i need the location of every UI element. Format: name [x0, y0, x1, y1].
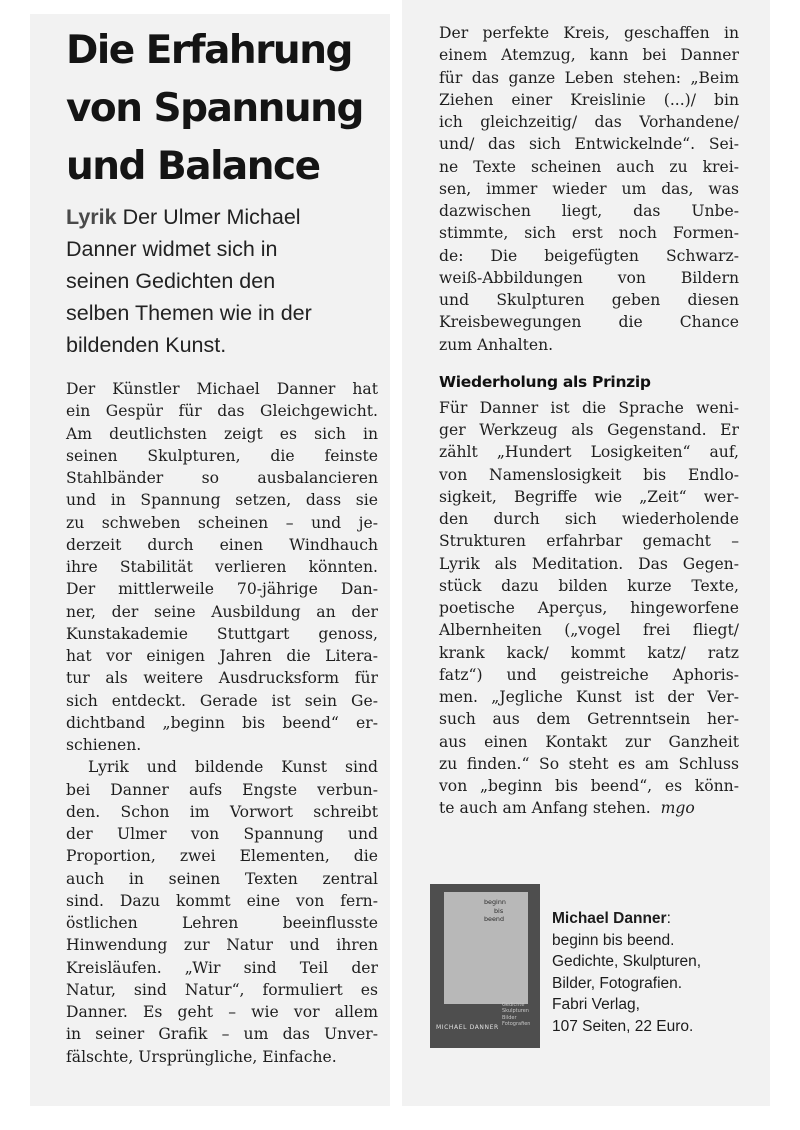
text-line: hat vor einigen Jahren die Litera- — [66, 647, 378, 665]
cover-title-line: beend — [484, 915, 505, 923]
book-cover-panel — [444, 892, 528, 1004]
text-line: derzeit durch einen Windhauch — [66, 535, 378, 554]
teaser — [66, 201, 384, 361]
text-line: seinen Skulpturen, die feinste — [66, 446, 378, 465]
text-line: fälschte, Ursprüngliche, Einfache. — [66, 1047, 337, 1066]
cover-subtitle-line: Fotografien — [502, 1021, 531, 1028]
headline — [66, 22, 386, 196]
text-line: poetische Aperçus, hingeworfene — [439, 599, 739, 617]
text-line-content: te auch am Anfang stehen. — [439, 799, 651, 818]
text-line: Lyrik und bildende Kunst sind — [88, 758, 378, 777]
text-line: ger Werkzeug als Gegenstand. Er — [439, 421, 739, 439]
text-line: Albernheiten („vogel frei fliegt/ — [439, 621, 739, 640]
text-line: ihre Stabilität verlieren könnten. — [66, 558, 378, 576]
text-line: Kreisläufen. „Wir sind Teil der — [66, 958, 378, 977]
text-line: de: Die beigefügten Schwarz- — [439, 246, 739, 265]
text-line: Der Künstler Michael Danner hat — [66, 380, 378, 398]
cover-subtitle-line: Bilder — [502, 1014, 517, 1021]
text-line: den durch sich wiederholende — [439, 510, 739, 528]
text-line: Kreisbewegungen die Chance — [439, 313, 739, 332]
text-line: tur als weitere Ausdrucksform für — [66, 669, 378, 688]
text-line: dichtband „beginn bis beend“ er- — [66, 713, 378, 732]
text-line: men. „Jegliche Kunst ist der Ver- — [439, 688, 739, 706]
book-author: Michael Danner — [552, 910, 667, 927]
text-line: Hinwendung zur Natur und ihren — [66, 936, 378, 955]
body-column-left — [66, 378, 378, 1068]
text-line: zu finden.“ So steht es am Schluss — [439, 754, 739, 773]
text-line: weiß-Abbildungen von Bildern — [439, 268, 739, 287]
cover-subtitle-line: Gedichte — [502, 1002, 525, 1008]
text-line: bei Danner aufs Engste verbun- — [66, 780, 378, 799]
text-line: und/ das sich Entwickelnde“. Sei- — [439, 135, 739, 154]
text-line: und in Spannung setzen, dass sie — [66, 491, 378, 510]
text-line: für das ganze Leben stehen: „Beim — [439, 68, 739, 87]
cover-subtitle-line: Skulpturen — [502, 1008, 529, 1015]
teaser-line — [66, 201, 384, 233]
text-line: den. Schon im Vorwort schreibt — [66, 802, 378, 821]
text-line: sind. Dazu kommt eine von fern- — [66, 891, 378, 910]
text-line: zählt „Hundert Losigkeiten“ auf, — [439, 443, 739, 462]
text-line: der Ulmer von Spannung und — [66, 825, 378, 843]
book-info-line: beginn bis beend. — [552, 931, 675, 949]
text-line: schienen. — [66, 736, 142, 754]
text-line: ein Gespür für das Gleichgewicht. — [66, 402, 378, 421]
text-line: Ziehen einer Kreislinie (...)/ bin — [439, 90, 739, 109]
text-line: und Skulpturen geben diesen — [439, 291, 739, 309]
headline-line: und Balance — [66, 144, 320, 189]
kicker: Lyrik — [66, 205, 117, 229]
text-line: östlichen Lehren beeinflusste — [66, 914, 378, 932]
text-line: sen, immer wieder um das, was — [439, 179, 739, 198]
teaser-line: Danner widmet sich in — [66, 237, 278, 261]
text-line: dazwischen liegt, das Unbe- — [439, 202, 739, 220]
text-line: sich entdeckt. Gerade ist sein Ge- — [66, 691, 378, 710]
text-line: in seiner Grafik – um das Unver- — [66, 1025, 378, 1044]
teaser-line: selben Themen wie in der — [66, 301, 312, 325]
text-line: Danner. Es geht – wie vor allem — [66, 1003, 378, 1021]
book-info-line: Fabri Verlag, — [552, 996, 640, 1013]
text-line: Kunstakademie Stuttgart genoss, — [66, 624, 378, 643]
text-line: von „beginn bis beend“, es könn- — [439, 777, 739, 795]
text-line: Der perfekte Kreis, geschaffen in — [439, 24, 739, 42]
book-author-line — [552, 908, 742, 930]
text-line: Für Danner ist die Sprache weni- — [439, 398, 739, 417]
text-line — [439, 797, 739, 819]
text-line: stimmte, sich erst noch Formen- — [439, 224, 739, 243]
book-info — [552, 908, 742, 1037]
cover-title-line: bis — [494, 906, 504, 915]
book-info-line: 107 Seiten, 22 Euro. — [552, 1017, 694, 1035]
book-cover-image — [430, 884, 540, 1048]
teaser-line: seinen Gedichten den — [66, 269, 276, 293]
subheading: Wiederholung als Prinzip — [439, 372, 651, 391]
text-line: Lyrik als Meditation. Das Gegen- — [439, 554, 739, 573]
text-line: von Namenslosigkeit bis Endlo- — [439, 465, 739, 484]
cover-title-line: beginn — [484, 898, 506, 906]
text-line: zu schweben scheinen – und je- — [66, 513, 378, 532]
text-line: zum Anhalten. — [439, 335, 554, 354]
teaser-text: Der Ulmer Michael — [116, 205, 301, 229]
book-info-line: Bilder, Fotografien. — [552, 974, 683, 992]
text-line: ne Texte scheinen auch zu krei- — [439, 157, 739, 176]
cover-title — [484, 898, 524, 924]
right-paragraph-top — [439, 22, 739, 356]
teaser-line: bildenden Kunst. — [66, 333, 227, 357]
cover-subtitle — [502, 1002, 536, 1028]
cover-author: MICHAEL DANNER — [436, 1024, 499, 1031]
text-line: Strukturen erfahrbar gemacht – — [439, 532, 739, 551]
text-line: Natur, sind Natur“, formuliert es — [66, 980, 378, 999]
text-line: krank kack/ kommt katz/ ratz — [439, 643, 739, 662]
text-line: sigkeit, Begriffe wie „Zeit“ wer- — [439, 487, 739, 506]
book-info-line: Gedichte, Skulpturen, — [552, 953, 702, 970]
text-line: stück dazu bilden kurze Texte, — [439, 576, 739, 595]
headline-line: von Spannung — [66, 86, 363, 131]
text-line: Proportion, zwei Elementen, die — [66, 847, 378, 866]
text-line: fatz“) und geistreiche Aphoris- — [439, 665, 739, 684]
book-author-suffix: : — [666, 910, 671, 927]
text-line: Am deutlichsten zeigt es sich in — [66, 424, 378, 443]
author-signature: mgo — [660, 799, 695, 818]
text-line: aus einen Kontakt zur Ganzheit — [439, 732, 739, 751]
body-column-right — [439, 22, 739, 820]
text-line: ner, der seine Ausbildung an der — [66, 602, 378, 621]
text-line: Stahlbänder so ausbalancieren — [66, 469, 378, 487]
text-line: auch in seinen Texten zentral — [66, 869, 378, 888]
headline-line: Die Erfahrung — [66, 28, 352, 73]
text-line: such aus dem Getrenntsein her- — [439, 710, 739, 729]
text-line: einem Atemzug, kann bei Danner — [439, 46, 739, 65]
right-paragraph-bottom — [439, 397, 739, 820]
text-line: Der mittlerweile 70-jährige Dan- — [66, 580, 378, 599]
text-line: ich gleichzeitig/ das Vorhandene/ — [439, 113, 739, 131]
